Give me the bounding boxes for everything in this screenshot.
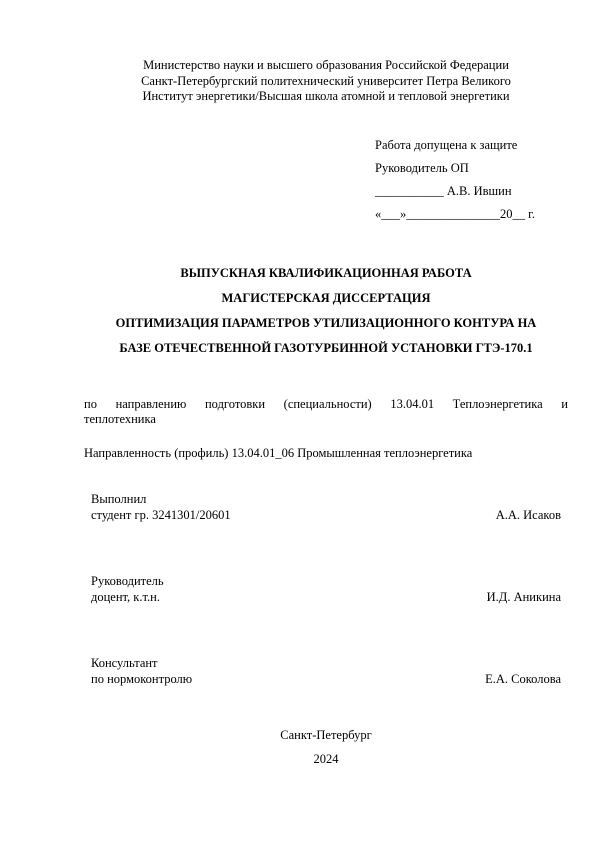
thesis-title-block	[0, 266, 595, 366]
supervisor-position: доцент, к.т.н.	[91, 589, 160, 604]
ministry-name: Министерство науки и высшего образования Российской Федерации	[143, 58, 509, 72]
direction-word: (специальности)	[283, 397, 372, 411]
performer-position: студент гр. 3241301/20601	[91, 507, 231, 522]
approval-admitted: Работа допущена к защите	[375, 138, 518, 152]
supervisor-block	[91, 574, 561, 605]
consultant-block	[91, 656, 561, 687]
consultant-role: Консультант	[91, 656, 158, 670]
approval-block	[375, 138, 535, 230]
direction-word: 13.04.01	[390, 397, 435, 411]
university-name: Санкт-Петербургский политехнический университет Петра Великого	[141, 73, 511, 88]
city: Санкт-Петербург	[280, 728, 372, 742]
study-direction-line2: теплотехника	[84, 412, 156, 426]
work-type: ВЫПУСКНАЯ КВАЛИФИКАЦИОННАЯ РАБОТА	[180, 266, 472, 280]
degree-type: МАГИСТЕРСКАЯ ДИССЕРТАЦИЯ	[221, 291, 431, 305]
institute-name: Институт энергетики/Высшая школа атомной и тепловой энергетики	[142, 89, 510, 103]
approval-date: «___»_______________20__ г.	[375, 207, 535, 221]
study-profile: Направленность (профиль) 13.04.01_06 Промышленная теплоэнергетика	[84, 446, 473, 460]
thesis-title-line2: БАЗЕ ОТЕЧЕСТВЕННОЙ ГАЗОТУРБИННОЙ УСТАНОВКИ ГТЭ-170.1	[119, 341, 533, 355]
consultant-position: по нормоконтролю	[91, 671, 193, 686]
direction-word: подготовки	[204, 397, 266, 411]
performer-name: А.А. Исаков	[495, 507, 561, 522]
direction-word: Теплоэнергетика	[452, 397, 543, 411]
supervisor-role: Руководитель	[91, 574, 164, 588]
direction-word: направлению	[115, 397, 187, 411]
consultant-name: Е.А. Соколова	[485, 671, 561, 686]
organization-header	[0, 58, 595, 105]
study-direction	[84, 397, 568, 427]
thesis-title-line1: ОПТИМИЗАЦИЯ ПАРАМЕТРОВ УТИЛИЗАЦИОННОГО КОНТУРА НА	[115, 316, 537, 330]
approval-signature: ___________ А.В. Ившин	[375, 184, 512, 198]
performer-block	[91, 492, 561, 523]
direction-word: по	[84, 397, 97, 411]
supervisor-name: И.Д. Аникина	[486, 589, 561, 604]
year: 2024	[313, 752, 339, 766]
approval-head: Руководитель ОП	[375, 161, 469, 175]
study-direction-line1	[84, 397, 568, 412]
performer-role: Выполнил	[91, 492, 147, 506]
direction-word: и	[561, 397, 568, 411]
